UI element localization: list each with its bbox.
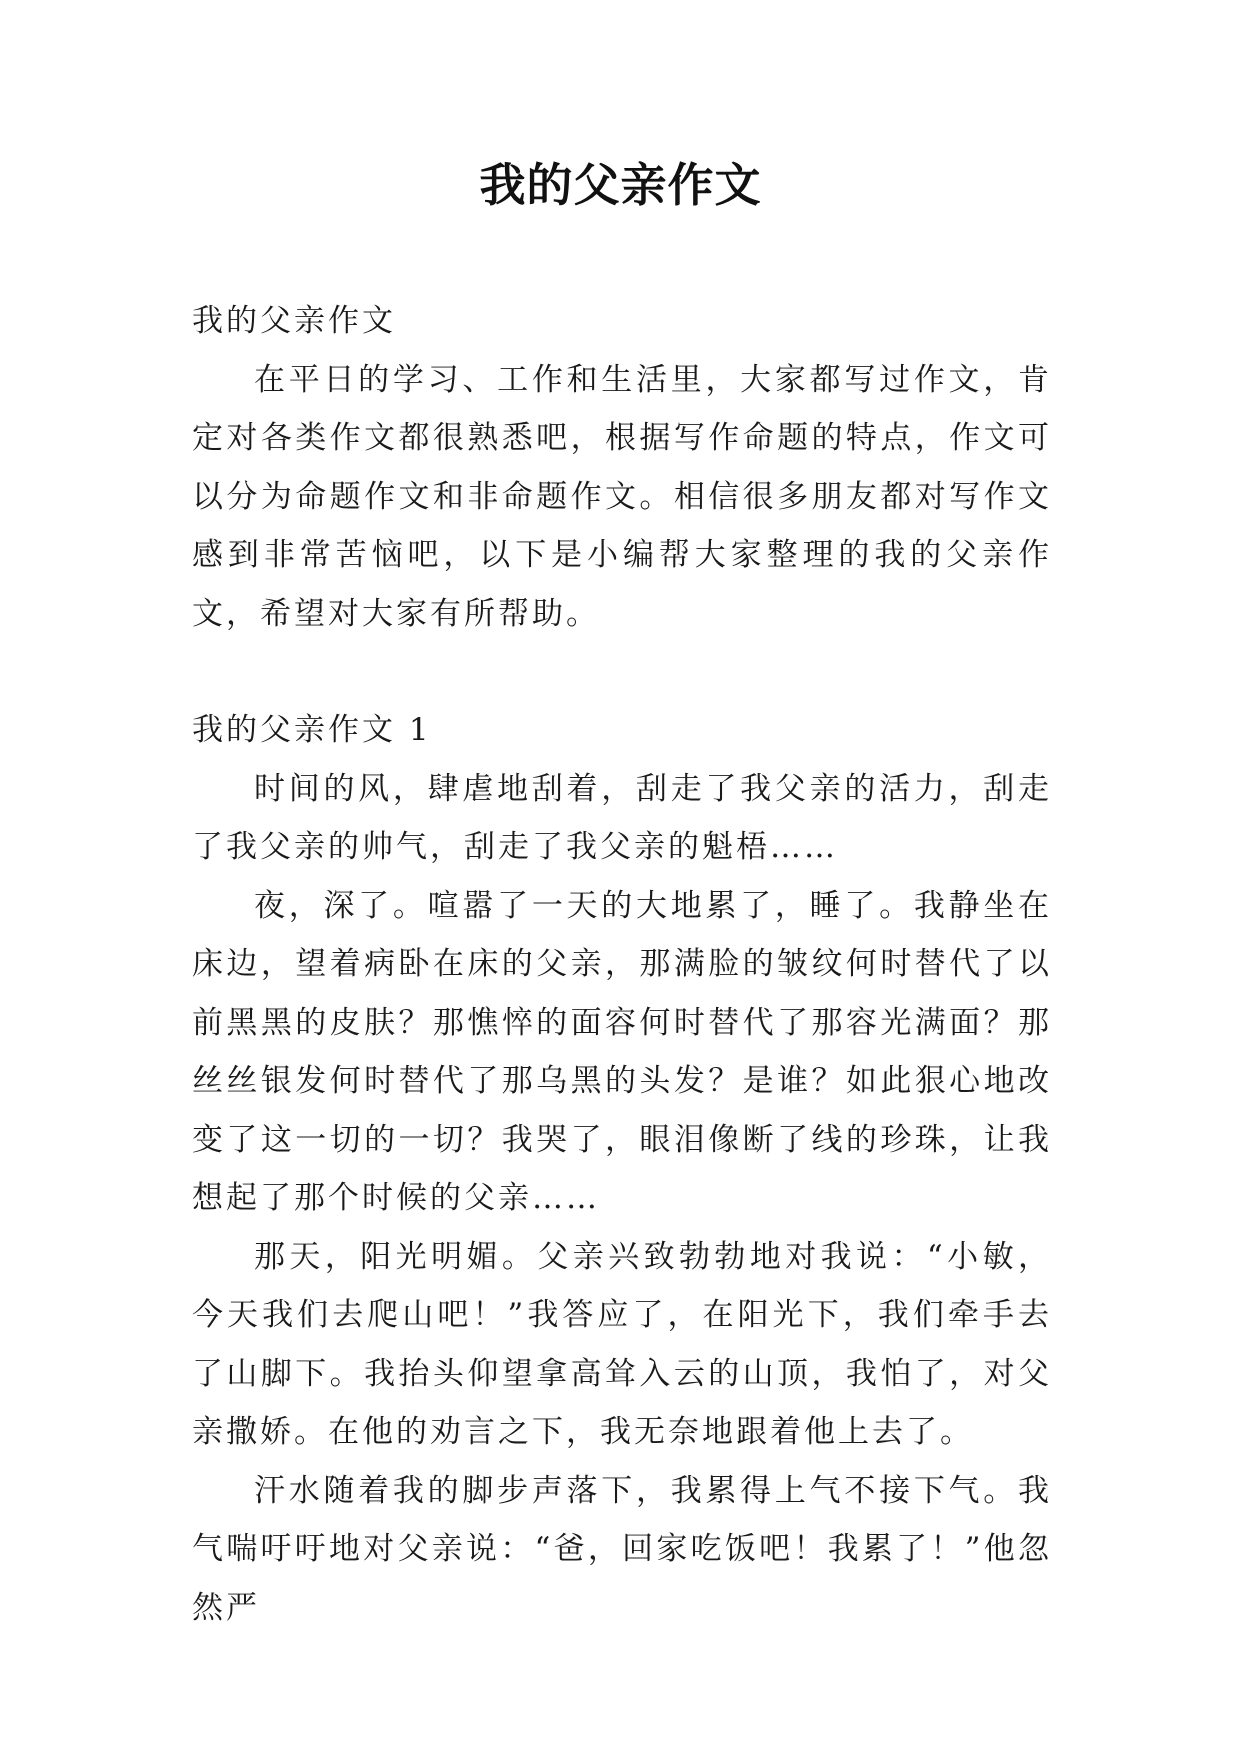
body-paragraph-2: 夜，深了。喧嚣了一天的大地累了，睡了。我静坐在床边，望着病卧在床的父亲，那满脸的皱纹何时替代了以前黑黑的皮肤？那憔悴的面容何时替代了那容光满面？那丝丝银发何时替代了那乌黑的头发？是谁？如此狠心地改变了这一切的一切？我哭了，眼泪像断了线的珍珠，让我想起了那个时候的父亲…… xyxy=(192,887,1052,1216)
body-paragraph-1: 时间的风，肆虐地刮着，刮走了我父亲的活力，刮走了我父亲的帅气，刮走了我父亲的魁梧…… xyxy=(192,770,1052,865)
intro-heading: 我的父亲作文 xyxy=(192,303,396,339)
section-spacer xyxy=(192,643,1052,701)
document-body xyxy=(192,292,1052,1637)
intro-paragraph: 在平日的学习、工作和生活里，大家都写过作文，肯定对各类作文都很熟悉吧，根据写作命题的特点，作文可以分为命题作文和非命题作文。相信很多朋友都对写作文感到非常苦恼吧，以下是小编帮大家整理的我的父亲作文，希望对大家有所帮助。 xyxy=(192,361,1052,632)
body-paragraph-4: 汗水随着我的脚步声落下，我累得上气不接下气。我气喘吁吁地对父亲说：“爸，回家吃饭吧！我累了！”他忽然严 xyxy=(192,1472,1052,1626)
section-heading: 我的父亲作文 1 xyxy=(192,712,432,748)
body-paragraph-3: 那天，阳光明媚。父亲兴致勃勃地对我说：“小敏，今天我们去爬山吧！”我答应了，在阳光下，我们牵手去了山脚下。我抬头仰望拿高耸入云的山顶，我怕了，对父亲撒娇。在他的劝言之下，我无奈地跟着他上去了。 xyxy=(192,1238,1052,1450)
document-title: 我的父亲作文 xyxy=(479,158,762,212)
